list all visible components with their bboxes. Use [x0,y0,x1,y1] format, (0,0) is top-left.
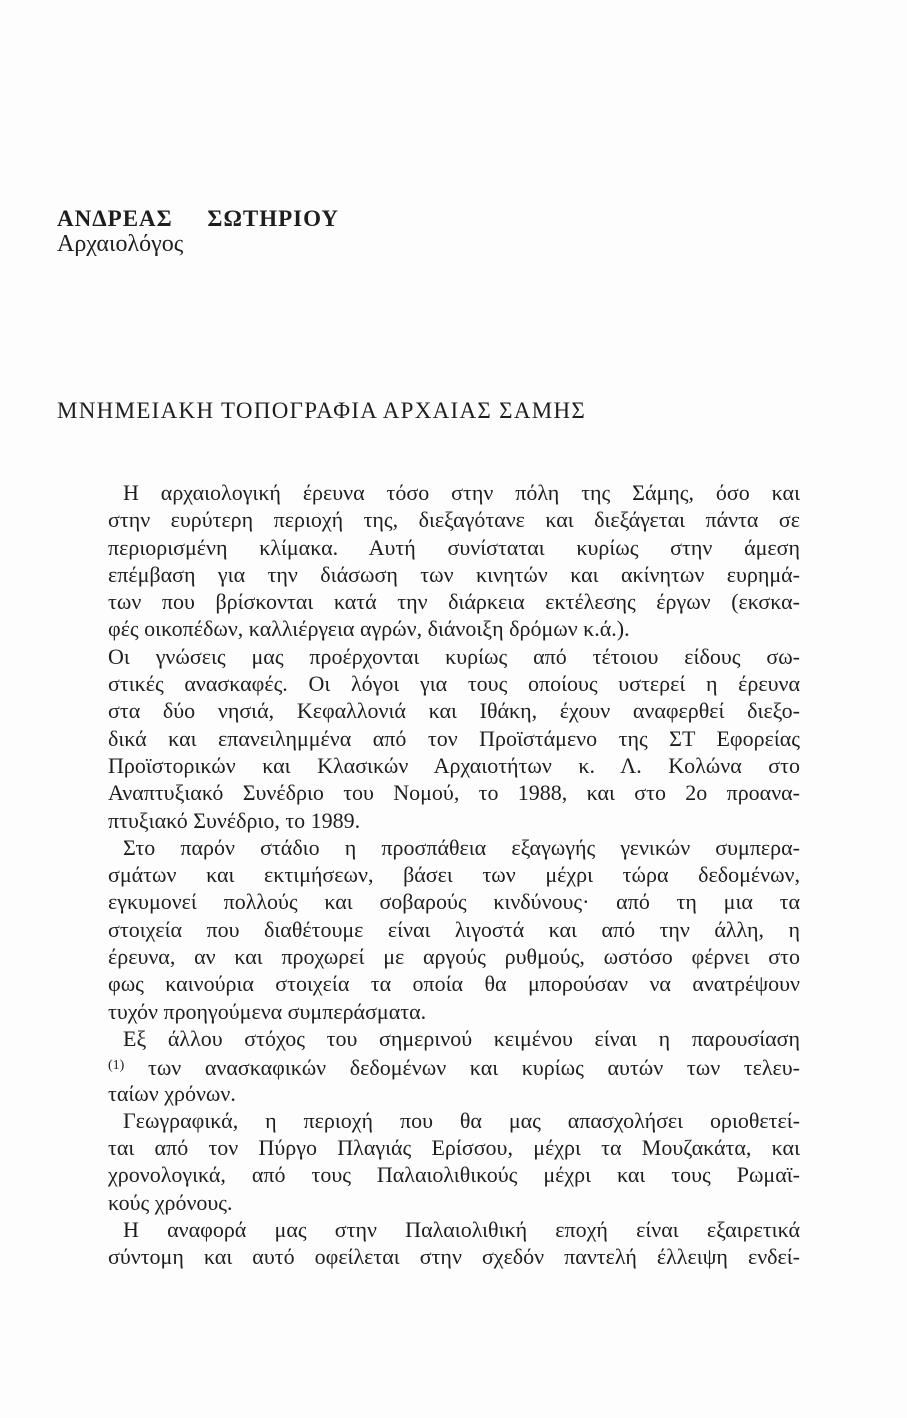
paragraph [108,1025,800,1107]
body-line: Αναπτυξιακό Συνέδριο του Νομού, το 1988, και στο 2ο προανα- [108,780,800,806]
body-text [108,479,800,1271]
body-line: κούς χρόνους. [108,1189,233,1215]
body-line: σύντομη και αυτό οφείλεται στην σχεδόν παντελή έλλειψη ενδεί- [108,1244,800,1270]
body-line: Προϊστορικών και Κλασικών Αρχαιοτήτων κ. Λ. Κολώνα στο [108,752,800,778]
paragraph [108,1216,800,1271]
body-line: στοιχεία που διαθέτουμε είναι λιγοστά και από την άλλη, η [108,916,800,942]
body-line: φές οικοπέδων, καλλιέργεια αγρών, διάνοιξη δρόμων κ.ά.). [108,616,630,642]
body-line: έρευνα, αν και προχωρεί με αργούς ρυθμούς, ωστόσο φέρνει στο [108,944,800,970]
footnote-ref: (1) [108,1058,125,1074]
body-line: επέμβαση για την διάσωση των κινητών και ακίνητων ευρημά- [108,561,800,587]
body-line: τυχόν προηγούμενα συμπεράσματα. [108,998,427,1024]
body-line: δικά και επανειλημμένα από τον Προϊστάμενο της ΣΤ Εφορείας [108,725,800,751]
body-line: Οι γνώσεις μας προέρχονται κυρίως από τέτοιου είδους σω- [108,643,800,669]
body-line: Στο παρόν στάδιο η προσπάθεια εξαγωγής γενικών συμπερα- [123,834,800,860]
body-line: χρονολογικά, από τους Παλαιολιθικούς μέχρι και τους Ρωμαϊ- [108,1162,800,1188]
paragraph [108,1107,800,1216]
body-line: ταίων χρόνων. [108,1080,236,1106]
body-line: φως καινούρια στοιχεία τα οποία θα μπορούσαν να ανατρέψουν [108,971,800,997]
body-line-text: των ανασκαφικών δεδομένων και κυρίως αυτών των τελευ- [147,1055,800,1080]
article-title: ΜΝΗΜΕΙΑΚΗ ΤΟΠΟΓΡΑΦΙΑ ΑΡΧΑΙΑΣ ΣΑΜΗΣ [57,398,587,423]
body-line: σμάτων και εκτιμήσεων, βάσει των μέχρι τώρα δεδομένων, [108,862,800,888]
body-line: στα δύο νησιά, Κεφαλλονιά και Ιθάκη, έχουν αναφερθεί διεξο- [108,698,800,724]
author-name: ΑΝΔΡΕΑΣ ΣΩΤΗΡΙΟΥ [57,206,340,231]
body-line: εγκυμονεί πολλούς και σοβαρούς κινδύνους· από τη μια τα [108,889,800,915]
body-line: πτυξιακό Συνέδριο, το 1989. [108,807,361,833]
body-line: ται από τον Πύργο Πλαγιάς Ερίσσου, μέχρι τα Μουζακάτα, και [108,1135,800,1161]
paragraph [108,834,800,1025]
body-line [108,1052,800,1079]
body-line: Η αρχαιολογική έρευνα τόσο στην πόλη της Σάμης, όσο και [123,480,800,505]
body-line: στην ευρύτερη περιοχή της, διεξαγότανε και διεξάγεται πάντα σε [108,507,800,533]
body-line: των που βρίσκονται κατά την διάρκεια εκτέλεσης έργων (εκσκα- [108,589,800,615]
paragraph [108,479,800,643]
paragraph [108,643,800,834]
body-line: Η αναφορά μας στην Παλαιολιθική εποχή είναι εξαιρετικά [123,1217,800,1243]
body-line: Εξ άλλου στόχος του σημερινού κειμένου είναι η παρουσίαση [123,1025,800,1051]
author-role: Αρχαιολόγος [57,231,184,257]
body-line: Γεωγραφικά, η περιοχή που θα μας απασχολήσει οριοθετεί- [123,1107,800,1133]
body-line: στικές ανασκαφές. Οι λόγοι για τους οποίους υστερεί η έρευνα [108,671,800,697]
body-line: περιορισμένη κλίμακα. Αυτή συνίσταται κυρίως στην άμεση [108,534,800,560]
